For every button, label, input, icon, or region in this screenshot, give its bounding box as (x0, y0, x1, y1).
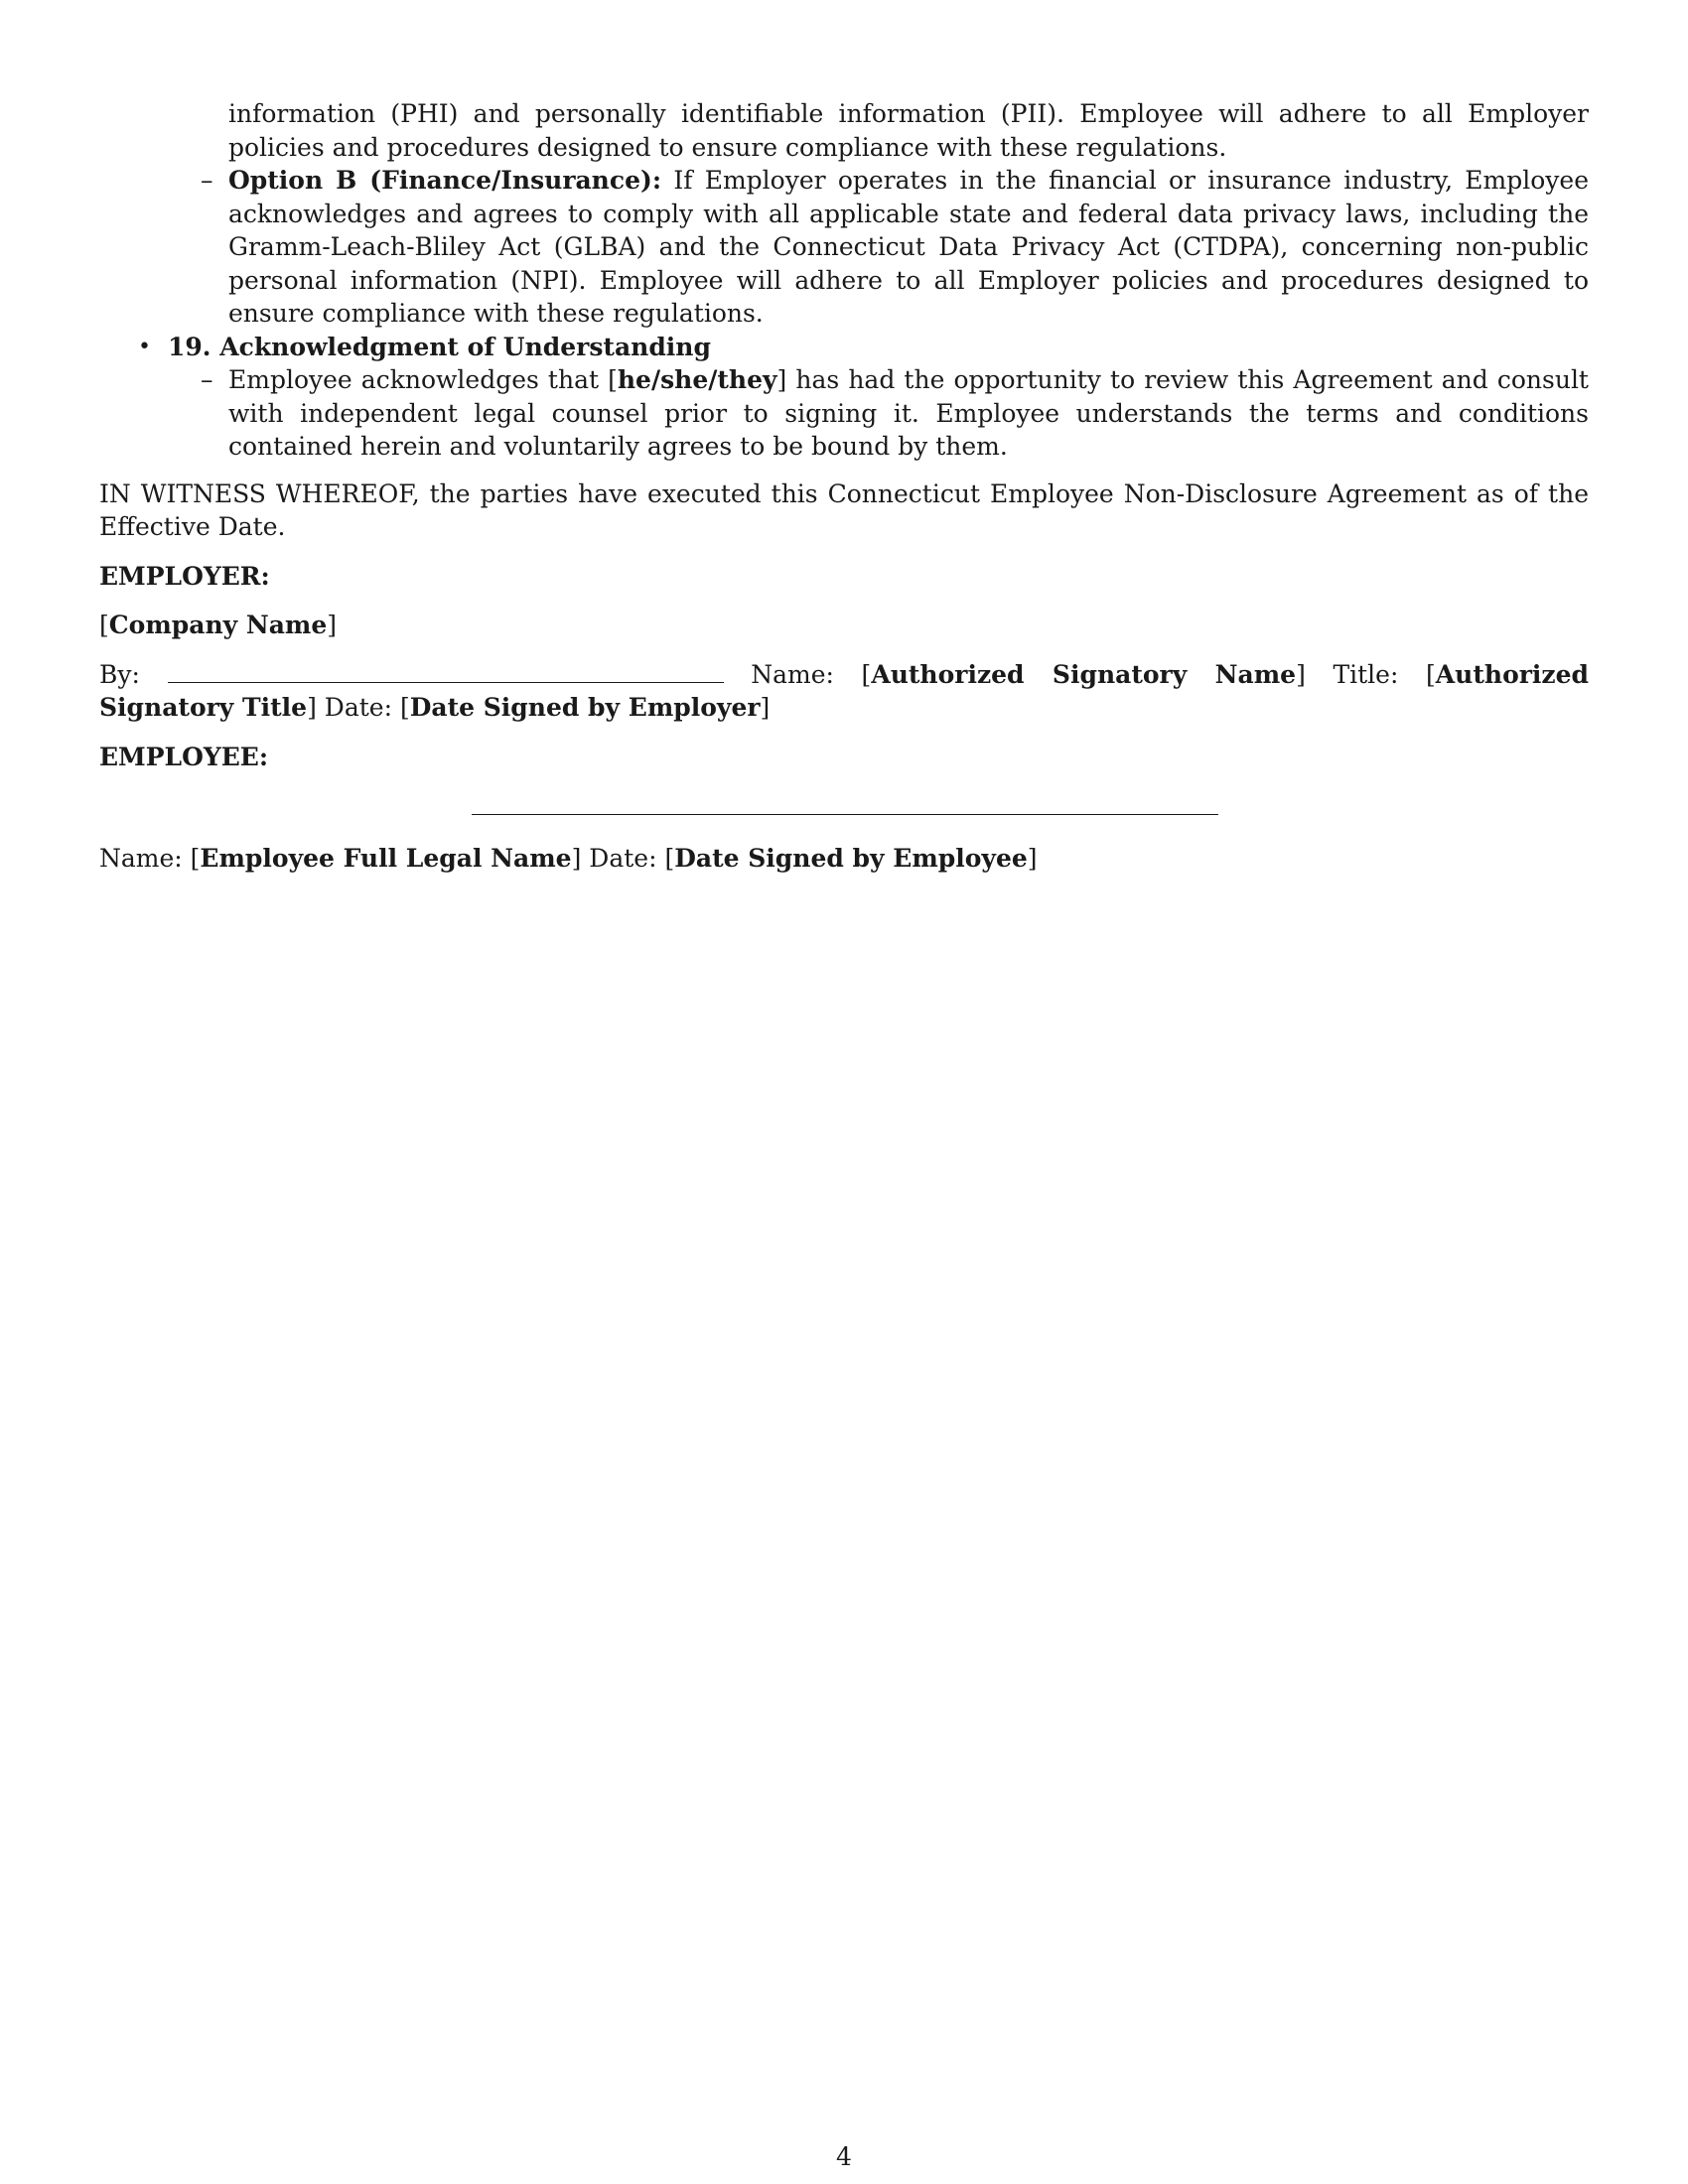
employee-date-placeholder: Date Signed by Employee (674, 844, 1028, 873)
option-b-item (201, 164, 1589, 331)
company-name-placeholder: Company Name (108, 611, 328, 639)
employee-name-label: Name: (99, 844, 183, 873)
page-number: 4 (836, 2142, 852, 2171)
section-19-heading: 19. Acknowledgment of Understanding (168, 332, 711, 361)
employee-signature-line[interactable] (472, 813, 1218, 815)
section-19-text-item (201, 363, 1589, 464)
employee-name-placeholder: Employee Full Legal Name (200, 844, 572, 873)
employer-title-label: Title: (1333, 659, 1399, 689)
bullet-marker: • (138, 334, 151, 359)
witness-clause: IN WITNESS WHEREOF, the parties have executed this Connecticut Employee Non-Disclosure Agreement as of the Effective Date. (99, 478, 1589, 541)
section-19-text-after: ] has had the opportunity to review this Agreement and consult with independent legal counsel prior to signing it. Employee understands the terms and conditions contained herein and voluntarily agrees to be bound by them. (228, 365, 1589, 461)
option-a-continuation: information (PHI) and personally identifiable information (PII). Employee will adhere to all Employer policies and procedures designed to ensure compliance with these regulations. (228, 99, 1589, 162)
section-19-item (138, 331, 1589, 364)
dash-marker: – (201, 365, 213, 394)
employer-date-placeholder: Date Signed by Employer (409, 693, 761, 722)
employer-name-label: Name: (751, 659, 834, 689)
by-label: By: (99, 659, 140, 689)
option-b-label: Option B (Finance/Insurance): (228, 166, 662, 195)
employee-date-label: Date: (589, 844, 657, 873)
pronoun-placeholder: he/she/they (617, 365, 777, 394)
employer-heading: EMPLOYER: (99, 561, 270, 591)
dash-marker: – (201, 166, 213, 195)
employee-heading: EMPLOYEE: (99, 742, 269, 771)
option-b-text: If Employer operates in the financial or insurance industry, Employee acknowledges and agrees to comply with all applicable state and federal data privacy laws, including the Gramm-Leach-Bliley Act (GLBA) and the Connecticut Data Privacy Act (CTDPA), concerning non-public personal information (NPI). Employee will adhere to all Employer policies and procedures designed to ensure compliance with these regulations. (228, 166, 1589, 328)
employer-signature-line[interactable] (168, 660, 724, 683)
document-body: information (PHI) and personally identifiable information (PII). Employee will adhere to all Employer policies and procedures designed to ensure compliance with these regulations. – Option B (Finance/Insurance): If Employer operates in the financial or insurance industry, Employee acknowledges and agrees to comply with all applicable state and federal data privacy laws, including the Gramm-Leach-Bliley Act (GLBA) and the Connecticut Data Privacy Act (CTDPA), concerning non-public personal information (NPI). Employee will adhere to all Employer policies and procedures designed to ensure compliance with these regulations. • 19. Acknowledgment of Understanding – Employee acknowledges that [he/she/they] has had the opportunity to review this Agreement and consult with independent legal counsel prior to signing it. Employee understands the terms and conditions contained herein and voluntarily agrees to be bound by them. IN WITNESS WHEREOF, the parties have executed this Connecticut Employee Non-Disclosure Agreement as of the Effective Date. EMPLOYER: [Company Name] By: Name: [Authorized Signatory Name] Title: [Authorized Signatory Title] Date: [Date Signed by Employer] EMPLOYEE: (99, 99, 1590, 771)
section-19-text-before: Employee acknowledges that [ (228, 365, 618, 394)
employer-name-placeholder: Authorized Signatory Name (871, 659, 1297, 689)
employee-name-block: Name: [Employee Full Legal Name] Date: [Date Signed by Employee] (99, 844, 1038, 873)
employer-signature-block: By: Name: [Authorized Signatory Name] Title: [Authorized Signatory Title] Date: [Date Signed by Employer] (99, 659, 1590, 722)
employer-title-placeholder: Authorized Signatory Title (99, 659, 1590, 722)
employer-date-label: Date: (324, 693, 393, 722)
